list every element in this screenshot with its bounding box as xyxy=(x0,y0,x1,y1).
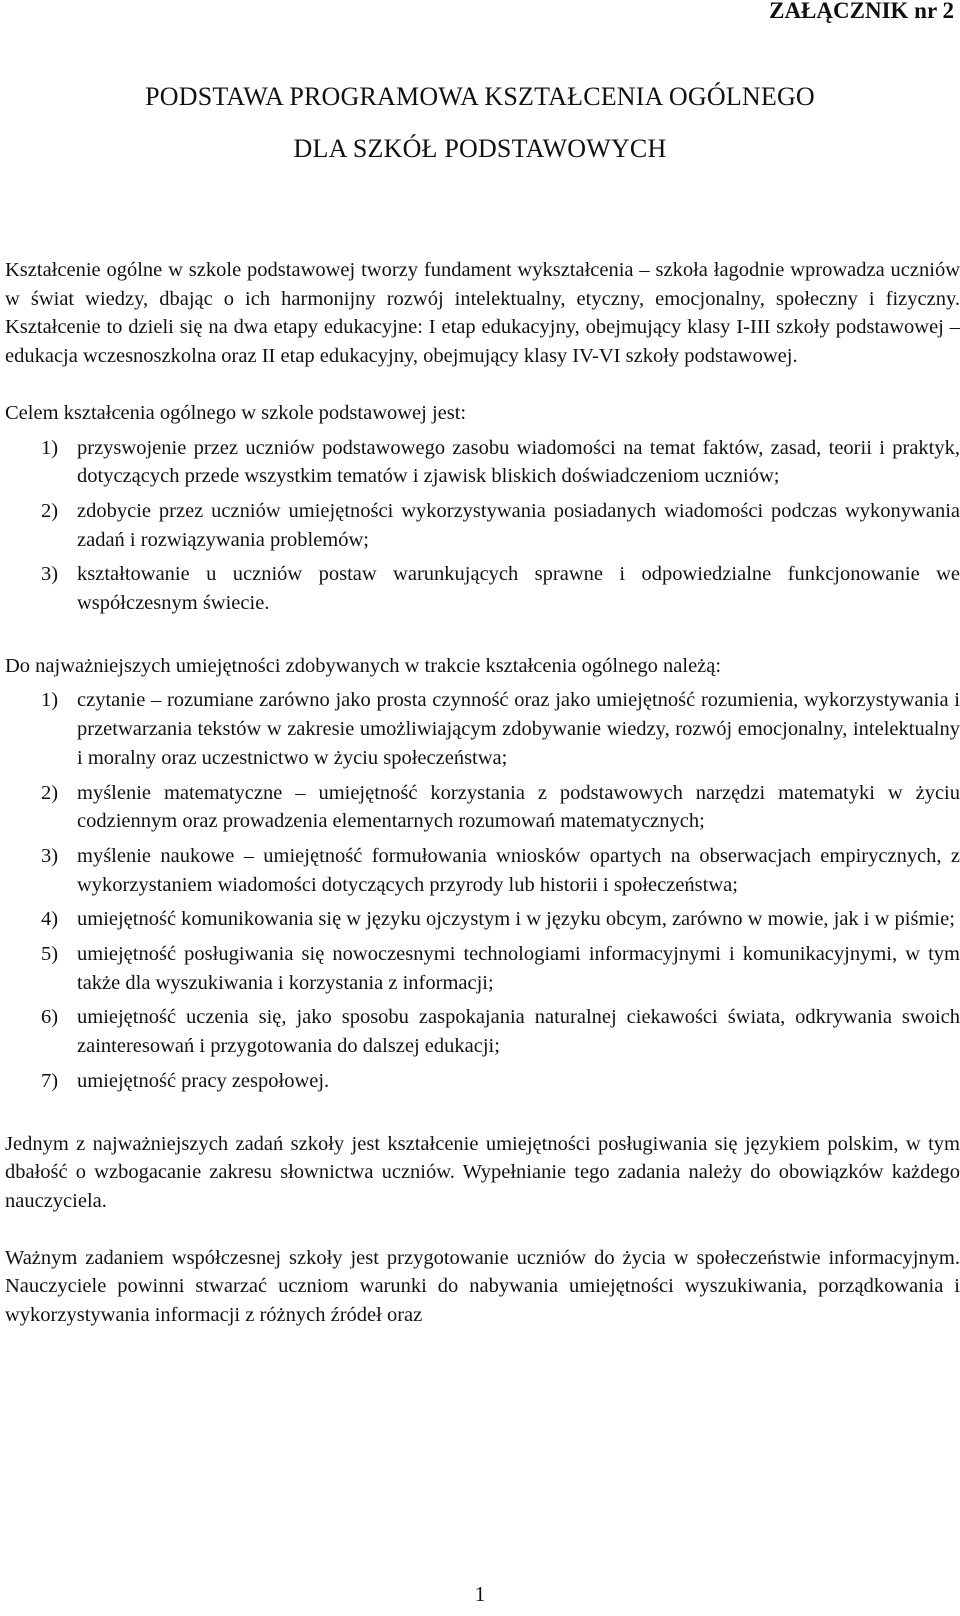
list-item-text: czytanie – rozumiane zarówno jako prosta czynność oraz jako umiejętność rozumienia, wykorzystywania i przetwarzania tekstów w zakresie umożliwiającym zdobywanie wiedzy, rozwój emocjonalny, intelektualny i moralny oraz uczestnictwo w życiu społeczeństwa; xyxy=(77,689,960,769)
list-item-number: 7) xyxy=(41,1069,59,1092)
list-item-text: myślenie matematyczne – umiejętność korzystania z podstawowych narzędzi matematyki w życiu codziennym oraz prowadzenia elementarnych rozumowań matematycznych; xyxy=(77,781,960,833)
list-item-number: 1) xyxy=(41,689,59,712)
list-item-text: kształtowanie u uczniów postaw warunkujących sprawne i odpowiedzialne funkcjonowanie we współczesnym świecie. xyxy=(77,563,960,615)
language-paragraph: Jednym z najważniejszych zadań szkoły jest kształcenie umiejętności posługiwania się językiem polskim, w tym dbałość o wzbogacanie zakresu słownictwa uczniów. Wypełnianie tego zadania należy do obowiązków każdego nauczyciela. xyxy=(5,1132,960,1212)
list-item-text: przyswojenie przez uczniów podstawowego zasobu wiadomości na temat faktów, zasad, teorii i praktyk, dotyczących przede wszystkim tematów i zjawisk bliskich doświadczeniom uczniów; xyxy=(77,436,960,488)
paragraph-spacer xyxy=(5,1216,960,1244)
list-item-text: umiejętność komunikowania się w języku ojczystym i w języku obcym, zarówno w mowie, jak i w piśmie; xyxy=(77,908,955,931)
list-item-number: 3) xyxy=(41,563,59,586)
document-title-line-1: PODSTAWA PROGRAMOWA KSZTAŁCENIA OGÓLNEGO xyxy=(145,82,815,111)
list-item-text: umiejętność uczenia się, jako sposobu zaspokajania naturalnej ciekawości świata, odkrywania swoich zainteresowań i przygotowania do dalszej edukacji; xyxy=(77,1006,960,1058)
list-item-number: 6) xyxy=(41,1006,59,1029)
list-item xyxy=(5,1067,960,1096)
document-body xyxy=(5,256,960,1330)
list-item xyxy=(5,560,960,617)
paragraph-spacer xyxy=(5,1102,960,1130)
list-item-text: myślenie naukowe – umiejętność formułowania wniosków opartych na obserwacjach empirycznych, z wykorzystaniem wiadomości dotyczących przyrody lub historii i społeczeństwa; xyxy=(77,844,960,896)
paragraph-spacer xyxy=(5,371,960,399)
list-item xyxy=(5,1003,960,1060)
list-item-text: umiejętność posługiwania się nowoczesnymi technologiami informacyjnymi i komunikacyjnymi, w tym także dla wyszukiwania i korzystania z informacji; xyxy=(77,943,960,994)
list-item xyxy=(5,842,960,899)
list-item xyxy=(5,497,960,554)
goals-lead: Celem kształcenia ogólnego w szkole podstawowej jest: xyxy=(5,401,467,424)
list-item-number: 1) xyxy=(41,436,59,459)
paragraph-spacer xyxy=(5,624,960,652)
intro-paragraph: Kształcenie ogólne w szkole podstawowej tworzy fundament wykształcenia – szkoła łagodnie wprowadza uczniów w świat wiedzy, dbając o ich harmonijny rozwój intelektualny, etyczny, emocjonalny, społeczny i fizyczny. Kształcenie to dzieli się na dwa etapy edukacyjne: I etap edukacyjny, obejmujący klasy I-III szkoły podstawowej – edukacja wczesnoszkolna oraz II etap edukacyjny, obejmujący klasy IV-VI szkoły podstawowej. xyxy=(5,259,960,368)
list-item xyxy=(5,940,960,997)
list-item-number: 2) xyxy=(41,781,59,804)
document-title-line-2: DLA SZKÓŁ PODSTAWOWYCH xyxy=(293,134,667,163)
list-item xyxy=(5,686,960,772)
list-item-text: umiejętność pracy zespołowej. xyxy=(77,1069,330,1092)
list-item-number: 4) xyxy=(41,908,59,931)
list-item xyxy=(5,905,960,934)
list-item-text: zdobycie przez uczniów umiejętności wykorzystywania posiadanych wiadomości podczas wykonywania zadań i rozwiązywania problemów; xyxy=(77,499,960,551)
information-paragraph: Ważnym zadaniem współczesnej szkoły jest przygotowanie uczniów do życia w społeczeństwie informacyjnym. Nauczyciele powinni stwarzać uczniom warunki do nabywania umiejętności wyszukiwania, porządkowania i wykorzystywania informacji z różnych źródeł oraz xyxy=(5,1246,960,1327)
skills-list xyxy=(5,686,960,1095)
list-item xyxy=(5,434,960,491)
list-item-number: 3) xyxy=(41,844,59,867)
list-item-number: 5) xyxy=(41,943,59,966)
annex-label: ZAŁĄCZNIK nr 2 xyxy=(769,0,954,23)
page-number: 1 xyxy=(474,1582,486,1606)
list-item-number: 2) xyxy=(41,499,59,522)
goals-list xyxy=(5,434,960,618)
list-item xyxy=(5,779,960,836)
skills-lead: Do najważniejszych umiejętności zdobywanych w trakcie kształcenia ogólnego należą: xyxy=(5,654,722,677)
